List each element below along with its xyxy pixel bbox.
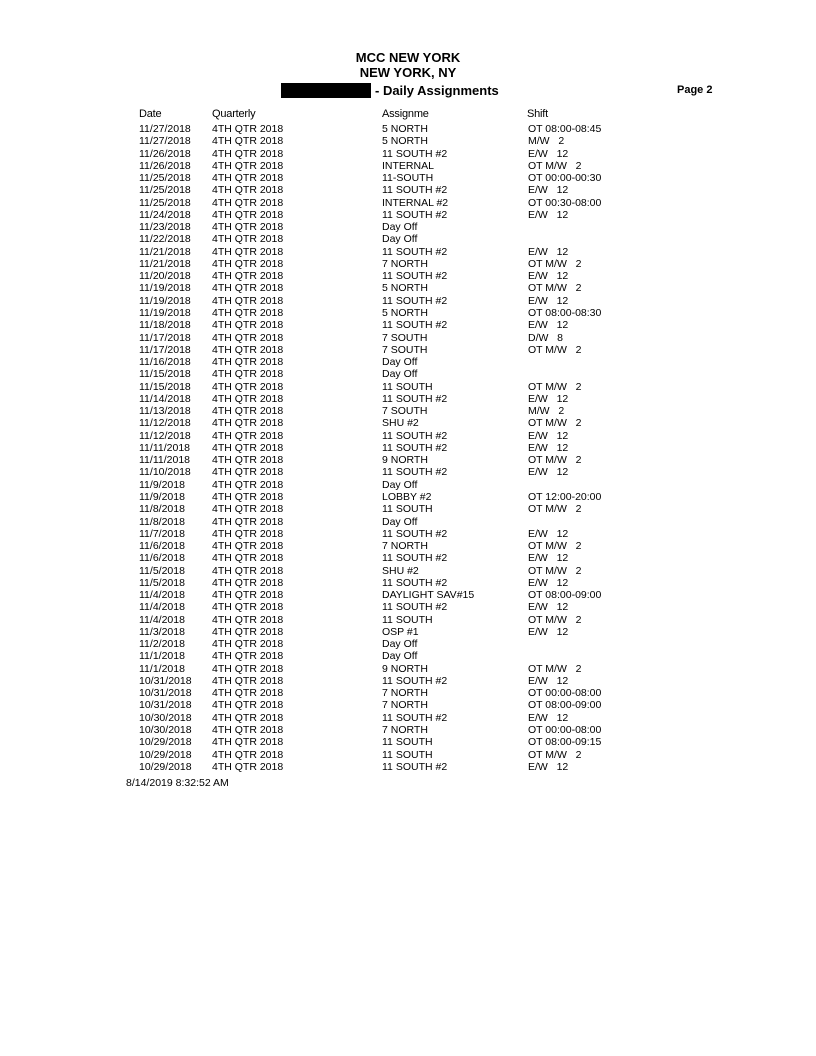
table-row bbox=[0, 638, 816, 650]
table-row bbox=[0, 270, 816, 282]
cell-date: 10/31/2018 bbox=[139, 674, 192, 687]
table-row bbox=[0, 491, 816, 503]
column-header-assignment: Assignme bbox=[382, 108, 429, 120]
cell-date: 11/1/2018 bbox=[139, 662, 185, 675]
cell-shift: OT M/W 2 bbox=[528, 613, 582, 626]
page-number: Page 2 bbox=[677, 84, 713, 96]
cell-quarter: 4TH QTR 2018 bbox=[212, 662, 284, 675]
cell-shift: E/W 12 bbox=[528, 711, 569, 724]
table-row bbox=[0, 295, 816, 307]
report-title-location: NEW YORK, NY bbox=[359, 65, 457, 80]
cell-assignment: Day Off bbox=[382, 650, 418, 663]
cell-assignment: 11 SOUTH #2 bbox=[382, 711, 448, 724]
table-row bbox=[0, 528, 816, 540]
cell-date: 11/22/2018 bbox=[139, 233, 191, 246]
cell-date: 11/25/2018 bbox=[139, 172, 191, 185]
cell-assignment: 11 SOUTH #2 bbox=[382, 392, 448, 405]
cell-assignment: 7 NORTH bbox=[382, 540, 428, 553]
cell-date: 11/15/2018 bbox=[139, 380, 191, 393]
cell-quarter: 4TH QTR 2018 bbox=[212, 748, 284, 761]
cell-shift: E/W 12 bbox=[528, 625, 569, 638]
cell-shift: OT M/W 2 bbox=[528, 380, 582, 393]
cell-assignment: 5 NORTH bbox=[382, 123, 428, 135]
cell-date: 11/23/2018 bbox=[139, 221, 191, 234]
cell-quarter: 4TH QTR 2018 bbox=[212, 466, 284, 479]
cell-quarter: 4TH QTR 2018 bbox=[212, 699, 284, 712]
table-row bbox=[0, 614, 816, 626]
cell-quarter: 4TH QTR 2018 bbox=[212, 245, 284, 258]
cell-date: 11/21/2018 bbox=[139, 257, 191, 270]
cell-quarter: 4TH QTR 2018 bbox=[212, 208, 284, 221]
cell-shift: E/W 12 bbox=[528, 184, 569, 197]
cell-quarter: 4TH QTR 2018 bbox=[212, 405, 284, 418]
table-row bbox=[0, 246, 816, 258]
table-row bbox=[0, 601, 816, 613]
cell-assignment: 11 SOUTH #2 bbox=[382, 319, 448, 332]
cell-date: 11/17/2018 bbox=[139, 331, 191, 344]
cell-quarter: 4TH QTR 2018 bbox=[212, 135, 284, 148]
cell-date: 11/15/2018 bbox=[139, 368, 191, 381]
cell-shift: OT M/W 2 bbox=[528, 159, 582, 172]
cell-assignment: Day Off bbox=[382, 478, 418, 491]
cell-quarter: 4TH QTR 2018 bbox=[212, 441, 284, 454]
cell-quarter: 4TH QTR 2018 bbox=[212, 589, 284, 602]
cell-assignment: Day Off bbox=[382, 233, 418, 246]
cell-date: 11/18/2018 bbox=[139, 319, 191, 332]
cell-date: 11/19/2018 bbox=[139, 294, 191, 307]
cell-date: 11/13/2018 bbox=[139, 405, 191, 418]
cell-assignment: 7 SOUTH bbox=[382, 343, 428, 356]
cell-date: 11/7/2018 bbox=[139, 527, 185, 540]
cell-shift: E/W 12 bbox=[528, 270, 569, 283]
cell-date: 10/30/2018 bbox=[139, 724, 192, 737]
cell-assignment: Day Off bbox=[382, 515, 418, 528]
cell-quarter: 4TH QTR 2018 bbox=[212, 490, 284, 503]
cell-assignment: Day Off bbox=[382, 356, 418, 369]
table-row bbox=[0, 221, 816, 233]
table-row bbox=[0, 393, 816, 405]
cell-quarter: 4TH QTR 2018 bbox=[212, 527, 284, 540]
table-row bbox=[0, 233, 816, 245]
cell-shift: OT 08:00-08:45 bbox=[528, 123, 602, 135]
cell-assignment: 11 SOUTH bbox=[382, 380, 433, 393]
cell-date: 11/4/2018 bbox=[139, 589, 185, 602]
cell-quarter: 4TH QTR 2018 bbox=[212, 552, 284, 565]
cell-date: 11/16/2018 bbox=[139, 356, 191, 369]
cell-shift: OT M/W 2 bbox=[528, 343, 582, 356]
report-subtitle bbox=[281, 81, 499, 99]
cell-shift: M/W 2 bbox=[528, 405, 565, 418]
cell-date: 11/14/2018 bbox=[139, 392, 191, 405]
cell-shift: E/W 12 bbox=[528, 441, 569, 454]
cell-date: 11/10/2018 bbox=[139, 466, 191, 479]
cell-date: 11/19/2018 bbox=[139, 282, 191, 295]
cell-date: 11/17/2018 bbox=[139, 343, 191, 356]
table-row bbox=[0, 503, 816, 515]
cell-shift: E/W 12 bbox=[528, 147, 569, 160]
table-row bbox=[0, 454, 816, 466]
cell-assignment: 5 NORTH bbox=[382, 306, 428, 319]
table-row bbox=[0, 565, 816, 577]
table-row bbox=[0, 675, 816, 687]
table-row bbox=[0, 749, 816, 761]
cell-assignment: 9 NORTH bbox=[382, 662, 428, 675]
cell-date: 11/12/2018 bbox=[139, 429, 191, 442]
cell-shift: M/W 2 bbox=[528, 135, 565, 148]
table-row bbox=[0, 417, 816, 429]
table-row bbox=[0, 319, 816, 331]
cell-assignment: 11 SOUTH #2 bbox=[382, 674, 448, 687]
cell-assignment: 11 SOUTH #2 bbox=[382, 466, 448, 479]
cell-date: 11/5/2018 bbox=[139, 576, 185, 589]
cell-shift: OT M/W 2 bbox=[528, 748, 582, 761]
cell-shift: E/W 12 bbox=[528, 601, 569, 614]
cell-quarter: 4TH QTR 2018 bbox=[212, 650, 284, 663]
cell-quarter: 4TH QTR 2018 bbox=[212, 380, 284, 393]
cell-quarter: 4TH QTR 2018 bbox=[212, 123, 284, 135]
table-row bbox=[0, 466, 816, 478]
cell-date: 11/4/2018 bbox=[139, 601, 185, 614]
cell-quarter: 4TH QTR 2018 bbox=[212, 564, 284, 577]
cell-assignment: 7 NORTH bbox=[382, 257, 428, 270]
cell-date: 11/26/2018 bbox=[139, 159, 191, 172]
cell-quarter: 4TH QTR 2018 bbox=[212, 306, 284, 319]
cell-shift: OT M/W 2 bbox=[528, 564, 582, 577]
cell-date: 11/26/2018 bbox=[139, 147, 191, 160]
cell-quarter: 4TH QTR 2018 bbox=[212, 343, 284, 356]
table-row bbox=[0, 172, 816, 184]
cell-quarter: 4TH QTR 2018 bbox=[212, 711, 284, 724]
cell-shift: E/W 12 bbox=[528, 429, 569, 442]
cell-assignment: SHU #2 bbox=[382, 564, 419, 577]
cell-date: 11/8/2018 bbox=[139, 515, 185, 528]
table-row bbox=[0, 712, 816, 724]
cell-date: 11/1/2018 bbox=[139, 650, 185, 663]
cell-shift: E/W 12 bbox=[528, 245, 569, 258]
cell-date: 11/27/2018 bbox=[139, 135, 191, 148]
cell-quarter: 4TH QTR 2018 bbox=[212, 613, 284, 626]
cell-assignment: LOBBY #2 bbox=[382, 490, 432, 503]
cell-assignment: 11 SOUTH #2 bbox=[382, 270, 448, 283]
cell-assignment: 7 NORTH bbox=[382, 724, 428, 737]
cell-assignment: Day Off bbox=[382, 221, 418, 234]
cell-date: 11/6/2018 bbox=[139, 552, 185, 565]
cell-date: 11/24/2018 bbox=[139, 208, 191, 221]
cell-quarter: 4TH QTR 2018 bbox=[212, 576, 284, 589]
cell-shift: OT M/W 2 bbox=[528, 454, 582, 467]
cell-assignment: 7 NORTH bbox=[382, 699, 428, 712]
cell-shift: E/W 12 bbox=[528, 576, 569, 589]
table-row bbox=[0, 148, 816, 160]
table-row bbox=[0, 135, 816, 147]
cell-assignment: SHU #2 bbox=[382, 417, 419, 430]
cell-shift: OT 00:00-00:30 bbox=[528, 172, 602, 185]
cell-quarter: 4TH QTR 2018 bbox=[212, 184, 284, 197]
table-row bbox=[0, 663, 816, 675]
table-row bbox=[0, 184, 816, 196]
table-row bbox=[0, 442, 816, 454]
cell-assignment: 11 SOUTH bbox=[382, 613, 433, 626]
table-row bbox=[0, 258, 816, 270]
table-row bbox=[0, 197, 816, 209]
redaction-bar bbox=[281, 83, 371, 98]
cell-date: 11/9/2018 bbox=[139, 490, 185, 503]
cell-assignment: 11 SOUTH #2 bbox=[382, 184, 448, 197]
table-row bbox=[0, 687, 816, 699]
cell-quarter: 4TH QTR 2018 bbox=[212, 294, 284, 307]
table-row bbox=[0, 699, 816, 711]
cell-date: 10/31/2018 bbox=[139, 699, 192, 712]
cell-shift: OT M/W 2 bbox=[528, 662, 582, 675]
cell-date: 11/21/2018 bbox=[139, 245, 191, 258]
cell-date: 11/11/2018 bbox=[139, 454, 190, 467]
cell-date: 11/11/2018 bbox=[139, 441, 190, 454]
cell-shift: E/W 12 bbox=[528, 294, 569, 307]
cell-quarter: 4TH QTR 2018 bbox=[212, 760, 284, 773]
cell-shift: E/W 12 bbox=[528, 466, 569, 479]
cell-assignment: 11 SOUTH #2 bbox=[382, 601, 448, 614]
cell-quarter: 4TH QTR 2018 bbox=[212, 638, 284, 651]
cell-date: 10/29/2018 bbox=[139, 760, 192, 773]
cell-shift: OT 00:30-08:00 bbox=[528, 196, 602, 209]
table-row bbox=[0, 368, 816, 380]
cell-assignment: 11 SOUTH #2 bbox=[382, 208, 448, 221]
cell-quarter: 4TH QTR 2018 bbox=[212, 429, 284, 442]
cell-assignment: 5 NORTH bbox=[382, 282, 428, 295]
cell-shift: OT 00:00-08:00 bbox=[528, 687, 602, 700]
table-row bbox=[0, 540, 816, 552]
assignments-table bbox=[0, 123, 816, 773]
cell-quarter: 4TH QTR 2018 bbox=[212, 724, 284, 737]
cell-quarter: 4TH QTR 2018 bbox=[212, 221, 284, 234]
cell-quarter: 4TH QTR 2018 bbox=[212, 515, 284, 528]
cell-assignment: OSP #1 bbox=[382, 625, 419, 638]
cell-quarter: 4TH QTR 2018 bbox=[212, 319, 284, 332]
cell-quarter: 4TH QTR 2018 bbox=[212, 172, 284, 185]
column-header-date: Date bbox=[139, 108, 162, 120]
cell-shift: E/W 12 bbox=[528, 208, 569, 221]
table-row bbox=[0, 344, 816, 356]
cell-date: 10/31/2018 bbox=[139, 687, 192, 700]
cell-assignment: 11 SOUTH bbox=[382, 503, 433, 516]
cell-assignment: 5 NORTH bbox=[382, 135, 428, 148]
cell-date: 11/27/2018 bbox=[139, 123, 191, 135]
cell-assignment: 11 SOUTH bbox=[382, 736, 433, 749]
cell-date: 10/29/2018 bbox=[139, 748, 192, 761]
cell-date: 11/9/2018 bbox=[139, 478, 185, 491]
cell-shift: OT 12:00-20:00 bbox=[528, 490, 602, 503]
cell-date: 11/2/2018 bbox=[139, 638, 185, 651]
cell-quarter: 4TH QTR 2018 bbox=[212, 196, 284, 209]
column-header-shift: Shift bbox=[527, 108, 549, 120]
table-row bbox=[0, 332, 816, 344]
cell-assignment: 11 SOUTH #2 bbox=[382, 429, 448, 442]
cell-quarter: 4TH QTR 2018 bbox=[212, 270, 284, 283]
table-row bbox=[0, 724, 816, 736]
cell-shift: OT M/W 2 bbox=[528, 417, 582, 430]
table-row bbox=[0, 479, 816, 491]
table-row bbox=[0, 356, 816, 368]
cell-quarter: 4TH QTR 2018 bbox=[212, 625, 284, 638]
cell-quarter: 4TH QTR 2018 bbox=[212, 454, 284, 467]
cell-assignment: 11 SOUTH #2 bbox=[382, 245, 448, 258]
cell-assignment: 7 NORTH bbox=[382, 687, 428, 700]
print-timestamp: 8/14/2019 8:32:52 AM bbox=[126, 777, 229, 789]
cell-quarter: 4TH QTR 2018 bbox=[212, 736, 284, 749]
table-row bbox=[0, 282, 816, 294]
cell-quarter: 4TH QTR 2018 bbox=[212, 392, 284, 405]
cell-date: 11/25/2018 bbox=[139, 184, 191, 197]
cell-assignment: 9 NORTH bbox=[382, 454, 428, 467]
cell-shift: E/W 12 bbox=[528, 392, 569, 405]
cell-assignment: 11 SOUTH #2 bbox=[382, 576, 448, 589]
table-row bbox=[0, 123, 816, 135]
cell-shift: OT M/W 2 bbox=[528, 282, 582, 295]
cell-assignment: 11 SOUTH #2 bbox=[382, 760, 448, 773]
cell-date: 11/5/2018 bbox=[139, 564, 185, 577]
cell-quarter: 4TH QTR 2018 bbox=[212, 417, 284, 430]
cell-shift: E/W 12 bbox=[528, 319, 569, 332]
cell-quarter: 4TH QTR 2018 bbox=[212, 159, 284, 172]
cell-assignment: Day Off bbox=[382, 368, 418, 381]
report-subtitle-text: - Daily Assignments bbox=[375, 82, 499, 98]
cell-quarter: 4TH QTR 2018 bbox=[212, 503, 284, 516]
table-row bbox=[0, 626, 816, 638]
table-row bbox=[0, 577, 816, 589]
cell-date: 11/6/2018 bbox=[139, 540, 185, 553]
cell-shift: OT 08:00-09:15 bbox=[528, 736, 602, 749]
cell-assignment: 7 SOUTH bbox=[382, 405, 428, 418]
cell-assignment: INTERNAL bbox=[382, 159, 434, 172]
table-row bbox=[0, 307, 816, 319]
table-row bbox=[0, 160, 816, 172]
cell-quarter: 4TH QTR 2018 bbox=[212, 147, 284, 160]
cell-shift: OT 08:00-08:30 bbox=[528, 306, 602, 319]
cell-date: 11/20/2018 bbox=[139, 270, 191, 283]
cell-assignment: 11 SOUTH #2 bbox=[382, 147, 448, 160]
cell-shift: OT 08:00-09:00 bbox=[528, 589, 602, 602]
cell-assignment: 11 SOUTH bbox=[382, 748, 433, 761]
cell-assignment: INTERNAL #2 bbox=[382, 196, 449, 209]
cell-assignment: Day Off bbox=[382, 638, 418, 651]
cell-quarter: 4TH QTR 2018 bbox=[212, 540, 284, 553]
cell-assignment: 11-SOUTH bbox=[382, 172, 434, 185]
cell-date: 11/3/2018 bbox=[139, 625, 185, 638]
cell-assignment: 7 SOUTH bbox=[382, 331, 428, 344]
cell-quarter: 4TH QTR 2018 bbox=[212, 356, 284, 369]
cell-quarter: 4TH QTR 2018 bbox=[212, 687, 284, 700]
cell-date: 11/19/2018 bbox=[139, 306, 191, 319]
table-row bbox=[0, 589, 816, 601]
column-header-quarterly: Quarterly bbox=[212, 108, 256, 120]
cell-quarter: 4TH QTR 2018 bbox=[212, 282, 284, 295]
cell-date: 11/25/2018 bbox=[139, 196, 191, 209]
cell-shift: E/W 12 bbox=[528, 674, 569, 687]
table-row bbox=[0, 381, 816, 393]
cell-shift: E/W 12 bbox=[528, 527, 569, 540]
cell-date: 11/12/2018 bbox=[139, 417, 191, 430]
cell-assignment: 11 SOUTH #2 bbox=[382, 294, 448, 307]
cell-quarter: 4TH QTR 2018 bbox=[212, 368, 284, 381]
cell-date: 10/30/2018 bbox=[139, 711, 192, 724]
cell-shift: E/W 12 bbox=[528, 760, 569, 773]
cell-date: 11/8/2018 bbox=[139, 503, 185, 516]
table-row bbox=[0, 430, 816, 442]
cell-shift: OT M/W 2 bbox=[528, 540, 582, 553]
table-row bbox=[0, 209, 816, 221]
table-row bbox=[0, 405, 816, 417]
cell-shift: D/W 8 bbox=[528, 331, 564, 344]
cell-shift: OT M/W 2 bbox=[528, 503, 582, 516]
cell-assignment: 11 SOUTH #2 bbox=[382, 527, 448, 540]
report-title-facility: MCC NEW YORK bbox=[355, 50, 461, 65]
cell-shift: OT 08:00-09:00 bbox=[528, 699, 602, 712]
cell-date: 10/29/2018 bbox=[139, 736, 192, 749]
cell-quarter: 4TH QTR 2018 bbox=[212, 257, 284, 270]
cell-quarter: 4TH QTR 2018 bbox=[212, 601, 284, 614]
table-row bbox=[0, 552, 816, 564]
cell-assignment: 11 SOUTH #2 bbox=[382, 441, 448, 454]
cell-shift: E/W 12 bbox=[528, 552, 569, 565]
table-row bbox=[0, 650, 816, 662]
table-row bbox=[0, 761, 816, 773]
table-row bbox=[0, 516, 816, 528]
table-row bbox=[0, 736, 816, 748]
cell-quarter: 4TH QTR 2018 bbox=[212, 331, 284, 344]
cell-assignment: 11 SOUTH #2 bbox=[382, 552, 448, 565]
cell-quarter: 4TH QTR 2018 bbox=[212, 478, 284, 491]
cell-date: 11/4/2018 bbox=[139, 613, 185, 626]
cell-quarter: 4TH QTR 2018 bbox=[212, 674, 284, 687]
cell-assignment: DAYLIGHT SAV#15 bbox=[382, 589, 475, 602]
cell-shift: OT 00:00-08:00 bbox=[528, 724, 602, 737]
cell-shift: OT M/W 2 bbox=[528, 257, 582, 270]
cell-quarter: 4TH QTR 2018 bbox=[212, 233, 284, 246]
